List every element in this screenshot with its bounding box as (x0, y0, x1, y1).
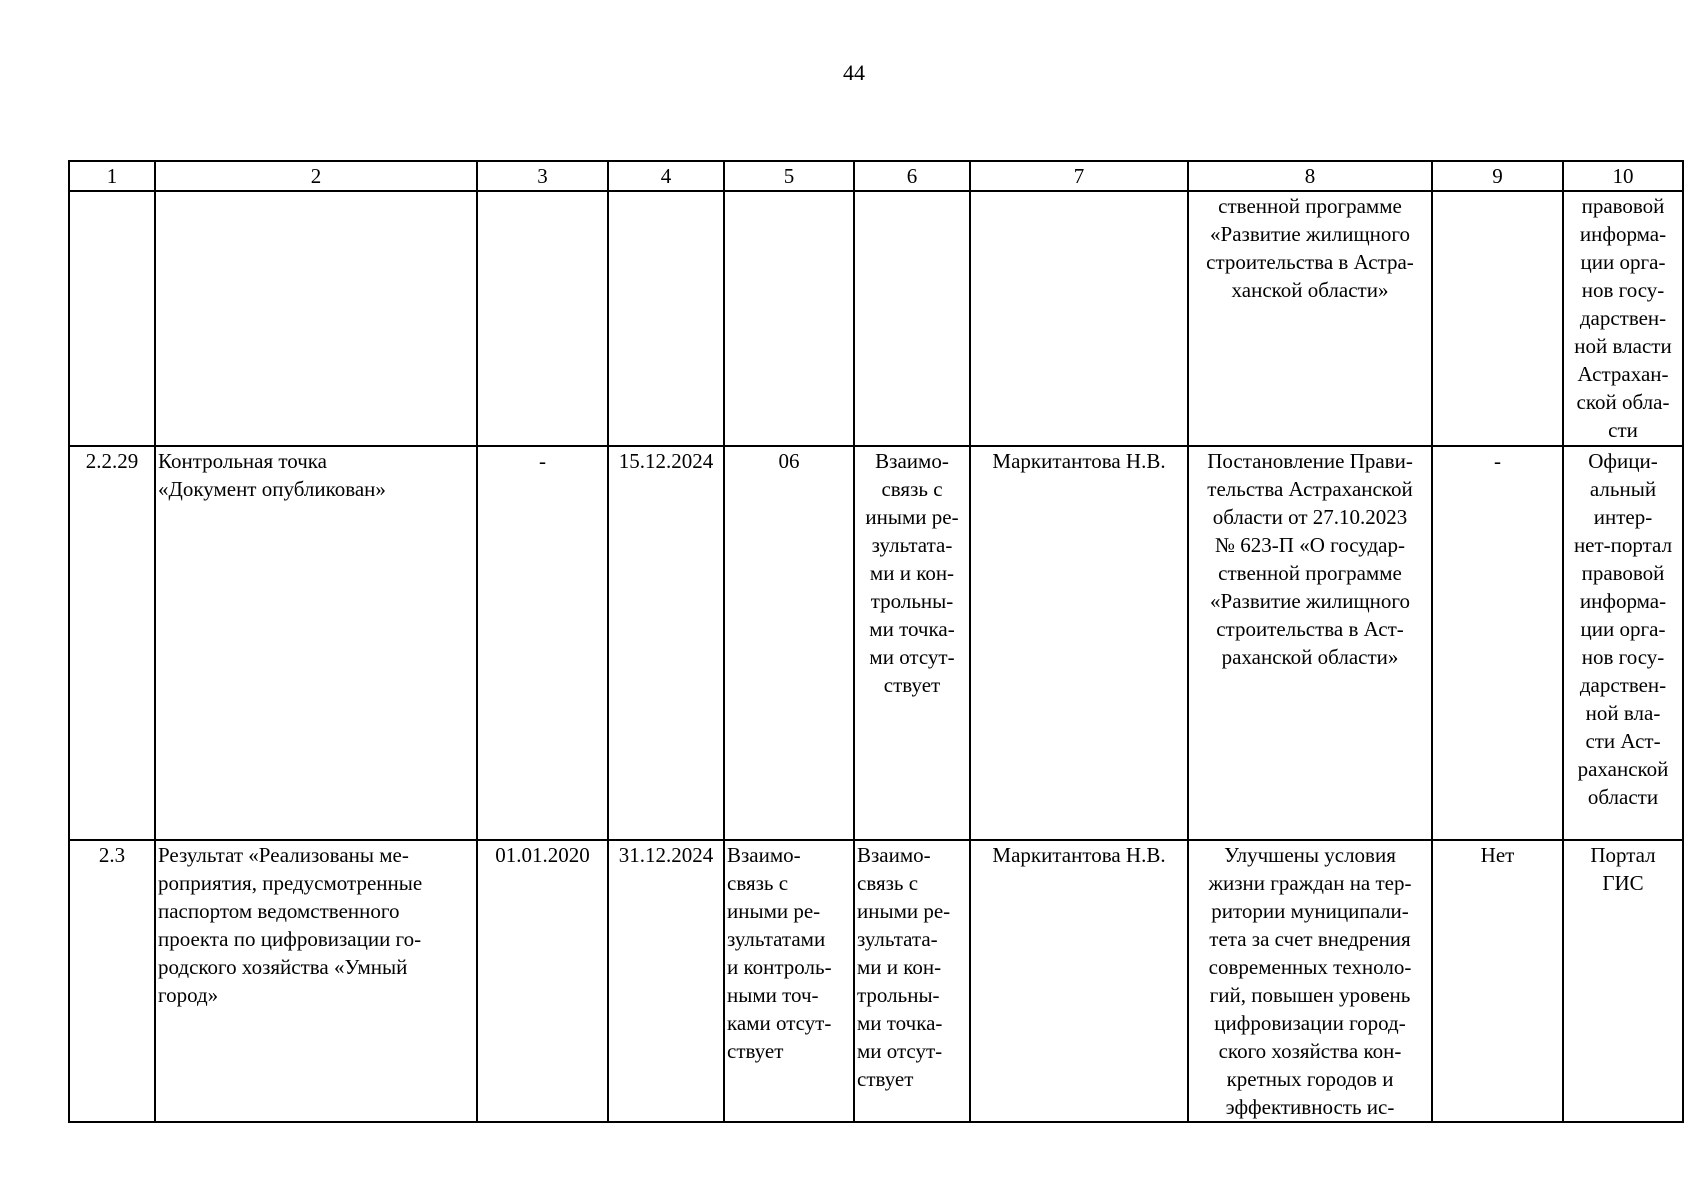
cell-start-date: - (477, 446, 608, 840)
cell-number: 2.2.29 (69, 446, 155, 840)
column-header: 10 (1563, 161, 1683, 191)
cell-start-date: 01.01.2020 (477, 840, 608, 1122)
cell-col5 (724, 191, 854, 446)
column-header: 4 (608, 161, 724, 191)
column-header: 2 (155, 161, 477, 191)
cell-document: Улучшены условия жизни граждан на тер- ритории муниципали- тета за счет внедрения современных техноло- гий, повышен уровень цифровизации город- ского хозяйства кон- кретных городов и эффективность ис- (1188, 840, 1432, 1122)
cell-col6 (854, 191, 970, 446)
table-row (69, 191, 1683, 446)
cell-col9: Нет (1432, 840, 1563, 1122)
cell-name: Контрольная точка «Документ опубликован» (155, 446, 477, 840)
cell-col5: 06 (724, 446, 854, 840)
column-header: 8 (1188, 161, 1432, 191)
cell-source: правовой информа- ции орга- нов госу- дарствен- ной власти Астрахан- ской обла- сти (1563, 191, 1683, 446)
column-header: 1 (69, 161, 155, 191)
cell-document: ственной программе «Развитие жилищного строительства в Астра- ханской области» (1188, 191, 1432, 446)
cell-responsible: Маркитантова Н.В. (970, 446, 1188, 840)
cell-col6: Взаимо- связь с иными ре- зультата- ми и кон- трольны- ми точка- ми отсут- ствует (854, 840, 970, 1122)
cell-start-date (477, 191, 608, 446)
cell-document: Постановление Прави- тельства Астраханской области от 27.10.2023 № 623-П «О государ- ственной программе «Развитие жилищного строительства в Аст- раханской области» (1188, 446, 1432, 840)
cell-responsible (970, 191, 1188, 446)
column-header: 9 (1432, 161, 1563, 191)
table-row (69, 840, 1683, 1122)
cell-col9: - (1432, 446, 1563, 840)
cell-end-date (608, 191, 724, 446)
cell-name: Результат «Реализованы ме- роприятия, предусмотренные паспортом ведомственного проекта по цифровизации го- родского хозяйства «Умный город» (155, 840, 477, 1122)
column-header: 6 (854, 161, 970, 191)
cell-end-date: 15.12.2024 (608, 446, 724, 840)
column-header: 7 (970, 161, 1188, 191)
cell-end-date: 31.12.2024 (608, 840, 724, 1122)
cell-col9 (1432, 191, 1563, 446)
column-header: 5 (724, 161, 854, 191)
cell-col5: Взаимо- связь с иными ре- зультатами и контроль- ными точ- ками отсут- ствует (724, 840, 854, 1122)
column-header: 3 (477, 161, 608, 191)
cell-number: 2.3 (69, 840, 155, 1122)
header-row (69, 161, 1683, 191)
cell-col6: Взаимо- связь с иными ре- зультата- ми и кон- трольны- ми точка- ми отсут- ствует (854, 446, 970, 840)
cell-source: Портал ГИС (1563, 840, 1683, 1122)
page-number: 44 (843, 60, 865, 85)
results-table (68, 160, 1684, 1123)
cell-name (155, 191, 477, 446)
cell-responsible: Маркитантова Н.В. (970, 840, 1188, 1122)
cell-source: Офици- альный интер- нет-портал правовой информа- ции орга- нов госу- дарствен- ной вла- сти Аст- раханской области (1563, 446, 1683, 840)
cell-number (69, 191, 155, 446)
table-row (69, 446, 1683, 840)
